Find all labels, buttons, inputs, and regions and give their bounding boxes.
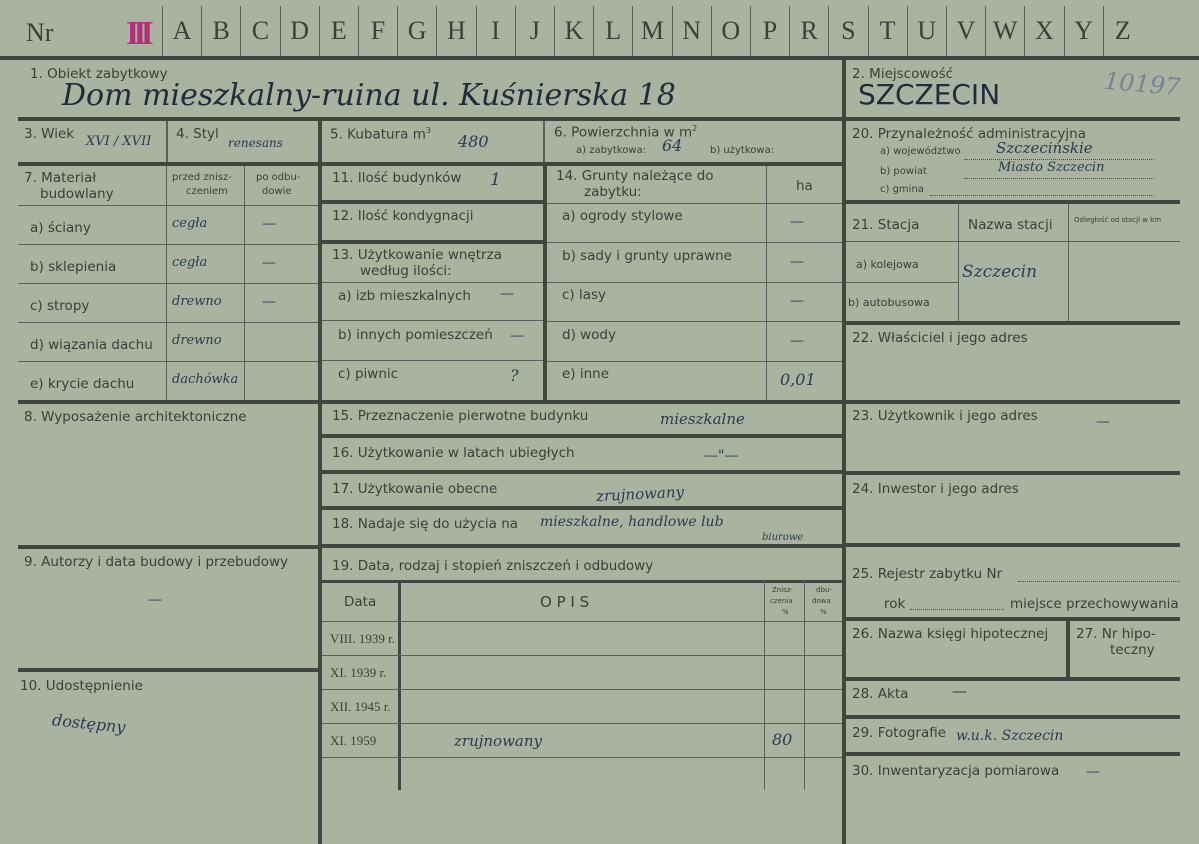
letter-separator <box>711 6 712 56</box>
index-letter-v: V <box>956 16 976 45</box>
f26-label: 26. Nazwa księgi hipotecznej <box>852 626 1049 642</box>
index-letter-h: H <box>447 16 466 45</box>
f17-value: zrujnowany <box>595 482 685 506</box>
letter-separator <box>593 6 594 56</box>
f7-row-after: — <box>262 216 276 232</box>
letter-separator <box>476 6 477 56</box>
f14-row-divider <box>547 242 842 243</box>
f20-label: 20. Przynależność administracyjna <box>852 126 1087 142</box>
index-letter-s: S <box>841 16 856 45</box>
f16-value: —"— <box>704 448 739 464</box>
f29-value: w.u.k. Szczecin <box>956 728 1064 744</box>
index-letter-p: P <box>762 16 778 45</box>
index-letter-b: B <box>212 16 230 45</box>
f14-label: 14. Grunty należące do <box>556 168 714 184</box>
f21-label: 21. Stacja <box>852 217 920 233</box>
index-letter-r: R <box>800 16 818 45</box>
f14-row-label: b) sady i grunty uprawne <box>562 247 732 264</box>
f12-label: 12. Ilość kondygnacji <box>332 208 474 224</box>
f7-row-after: — <box>262 255 276 271</box>
f7-row-before: cegła <box>172 216 208 231</box>
header-divider <box>0 56 1199 60</box>
index-letter-g: G <box>407 16 427 45</box>
f20-a-value: Szczecińskie <box>996 139 1093 157</box>
f14-row-divider <box>547 321 842 322</box>
f27-label: 27. Nr hipo- <box>1076 626 1156 642</box>
letter-separator <box>319 6 320 56</box>
f20-b-value: Miasto Szczecin <box>998 160 1105 175</box>
f14-row-divider <box>547 282 842 283</box>
index-letter-j: J <box>529 16 540 45</box>
f1-label: 1. Obiekt zabytkowy <box>30 66 168 82</box>
letter-separator <box>240 6 241 56</box>
f28-value: — <box>952 682 967 700</box>
f19-row-divider <box>322 757 842 758</box>
f19-row-date: VIII. 1939 r. <box>330 631 395 646</box>
f19-row-divider <box>322 723 842 724</box>
f14-row-divider <box>547 361 842 362</box>
letter-separator <box>162 6 163 56</box>
f17-label: 17. Użytkowanie obecne <box>332 481 498 497</box>
f30-value: — <box>1086 764 1100 780</box>
f19-label: 19. Data, rodzaj i stopień zniszczeń i odbudowy <box>332 558 654 574</box>
letter-separator <box>946 6 947 56</box>
f9-label: 9. Autorzy i data budowy i przebudowy <box>24 554 288 570</box>
f8-label: 8. Wyposażenie architektoniczne <box>24 409 247 425</box>
f2-label: 2. Miejscowość <box>852 66 954 82</box>
letter-separator <box>201 6 202 56</box>
f21-value: Szczecin <box>962 262 1038 282</box>
nr-label: Nr <box>26 18 54 47</box>
index-letter-a: A <box>172 16 192 45</box>
f15-value: mieszkalne <box>660 410 745 428</box>
index-letter-y: Y <box>1074 16 1093 45</box>
letter-separator <box>985 6 986 56</box>
f4-label: 4. Styl <box>176 126 219 142</box>
f14-row-label: d) wody <box>562 326 616 343</box>
index-letter-t: T <box>879 16 896 45</box>
f7-row-divider <box>18 244 318 245</box>
f7-row-after: — <box>262 294 276 310</box>
f14-row-value: 0,01 <box>780 370 816 389</box>
letter-separator <box>632 6 633 56</box>
f7-row-label: a) ściany <box>30 220 91 236</box>
f7-row-label: d) wiązania dachu <box>30 337 153 353</box>
index-letter-x: X <box>1035 16 1054 45</box>
index-letter-c: C <box>251 16 270 45</box>
f9-value: — <box>148 592 162 608</box>
f4-value: renesans <box>228 136 283 150</box>
f14-row-value: — <box>790 293 804 309</box>
f3-label: 3. Wiek <box>24 126 75 142</box>
f19-row-divider <box>322 689 842 690</box>
index-letter-n: N <box>682 16 701 45</box>
f24-label: 24. Inwestor i jego adres <box>852 481 1019 497</box>
f7-row-before: dachówka <box>172 372 239 387</box>
f15-label: 15. Przeznaczenie pierwotne budynku <box>332 408 589 424</box>
f19-row-date: XI. 1959 <box>330 733 377 748</box>
letter-separator <box>436 6 437 56</box>
f7-row-label: e) krycie dachu <box>30 376 135 392</box>
letter-separator <box>868 6 869 56</box>
index-letter-e: E <box>330 16 347 45</box>
letter-separator <box>750 6 751 56</box>
f19-row-zniszczenia: 80 <box>772 730 793 749</box>
f23-label: 23. Użytkownik i jego adres <box>852 408 1038 424</box>
f14-row-label: e) inne <box>562 366 610 382</box>
f14-row-value: — <box>790 214 804 230</box>
f28-label: 28. Akta <box>852 686 909 702</box>
f19-row-divider <box>322 655 842 656</box>
f14-row-label: c) lasy <box>562 287 607 303</box>
index-letter-o: O <box>721 16 741 45</box>
f7-row-divider <box>18 361 318 362</box>
f10-label: 10. Udostępnienie <box>20 678 143 694</box>
f14-row-label: a) ogrody stylowe <box>562 208 683 224</box>
letter-separator <box>1103 6 1104 56</box>
inventory-card: Nr III A B C D E F G H I J K L M N O P R S T U V W X Y Z 1. Obiekt zabytkowy Dom mieszkalny-ruina ul. Kuśnierska 18 2. Miejscowość SZCZECIN 10197 3. Wiek XVI / XVII 4. Styl renesans 7. Materiał budowlany przed znisz- czeniem po odbu- dowie a) ściany cegła — b) sklepienia cegła — c) stropy drewno — d) wiązania dachu drewno e) krycie dachu dachówka 8. Wyposażenie architektoniczne 9. Autorzy i data budowy i przebudowy — 10. Udostępnienie dostępny 5. Kubatura $m^3$ 480 6. Powierzchnia w $m^2$ a) zabytkowa: 64 b) użytkowa: 11. Ilość budynków 1 12. Ilość kondygnacji 13. Użytkowanie wnętrza według ilości: a) izb mieszkalnych — b) innych pomieszczeń — c) piwnic ? 14. Grunty należące do zabytku: ha a) ogrody stylowe — b) sady i grunty uprawne — c) lasy — d) wody — e) inne 0,01 15. Przeznaczenie pierwotne budynku mieszkalne 16. Użytkowanie w latach ubiegłych —"— 17. Użytkowanie obecne zrujnowany 18. Nadaje się do użycia na mieszkalne, handlowe lub biurowe 19. Data, rodzaj i stopień zniszczeń i odbudowy Data O P I S Znisz- czenia % dbu- dowa % VIII. 1939 r. XI. 1939 r. XII. 1945 r. XI. 1959 zrujnowany 80 20. Przynależność administracyjna a) województwo Szczecińskie b) powiat Miasto Szczecin c) gmina 21. Stacja Nazwa stacji Odległość od stacji w km a) kolejowa b) autobusowa Szczecin 22. Właściciel i jego adres 23. Użytkownik i jego adres — 24. Inwestor i jego adres 25. Rejestr zabytku Nr rok miejsce przechowywania 26. Nazwa księgi hipotecznej 27. Nr hipo- teczny 28. Akta — 29. Fotografie w.u.k. Szczecin 30. Inwentaryzacja pomiarowa — <box>0 0 1199 844</box>
f19-row-opis: zrujnowany <box>454 732 542 750</box>
letter-separator <box>554 6 555 56</box>
f11-value: 1 <box>490 170 501 190</box>
f3-value: XVI / XVII <box>86 134 152 149</box>
f7-row-before: cegła <box>172 255 208 270</box>
f19-row-date: XI. 1939 r. <box>330 665 387 680</box>
letter-separator <box>280 6 281 56</box>
letter-separator <box>397 6 398 56</box>
index-letter-u: U <box>917 16 937 45</box>
f14-row-value: — <box>790 253 804 270</box>
index-letter-i: I <box>491 16 500 45</box>
f7-row-divider <box>18 283 318 284</box>
f1-value: Dom mieszkalny-ruina ul. Kuśnierska 18 <box>62 78 676 113</box>
f29-label: 29. Fotografie <box>852 725 947 741</box>
letter-separator <box>672 6 673 56</box>
index-letter-z: Z <box>1114 16 1131 45</box>
roman-numeral-stamp: III <box>126 15 148 52</box>
f6-label: 6. Powierzchnia w $m^2$ <box>554 124 698 141</box>
letter-separator <box>515 6 516 56</box>
f7-row-divider <box>18 322 318 323</box>
f7-row-before: drewno <box>172 294 222 309</box>
f22-label: 22. Właściciel i jego adres <box>852 330 1028 346</box>
f11-label: 11. Ilość budynków <box>332 170 462 186</box>
archive-number: 10197 <box>1102 66 1182 102</box>
f5-label: 5. Kubatura $m^3$ <box>330 126 431 143</box>
index-letter-m: M <box>640 16 664 45</box>
letter-separator <box>1064 6 1065 56</box>
f2-value: SZCZECIN <box>858 78 1001 111</box>
index-letter-w: W <box>992 16 1018 45</box>
f7-row-before: drewno <box>172 333 222 348</box>
letter-separator <box>907 6 908 56</box>
index-letter-d: D <box>290 16 309 45</box>
f18-value: mieszkalne, handlowe lub <box>540 514 724 530</box>
f14-row-value: — <box>790 332 804 349</box>
letter-separator <box>828 6 829 56</box>
f10-value: dostępny <box>51 710 127 737</box>
letter-separator <box>789 6 790 56</box>
index-letter-l: L <box>605 16 622 45</box>
f16-label: 16. Użytkowanie w latach ubiegłych <box>332 445 575 461</box>
f7-row-label: b) sklepienia <box>30 259 117 275</box>
letter-separator <box>1024 6 1025 56</box>
f7-label: 7. Materiał <box>24 170 97 186</box>
f7-row-label: c) stropy <box>30 298 90 314</box>
f5-value: 480 <box>458 132 489 151</box>
f19-row-date: XII. 1945 r. <box>330 699 391 714</box>
f18-label: 18. Nadaje się do użycia na <box>332 516 519 532</box>
f30-label: 30. Inwentaryzacja pomiarowa <box>852 763 1060 779</box>
f23-value: — <box>1096 414 1110 430</box>
index-letter-k: K <box>564 16 584 45</box>
letter-separator <box>358 6 359 56</box>
f13-label: 13. Użytkowanie wnętrza <box>332 247 502 263</box>
index-letter-f: F <box>370 16 386 45</box>
f25-label: 25. Rejestr zabytku Nr <box>852 566 1003 582</box>
